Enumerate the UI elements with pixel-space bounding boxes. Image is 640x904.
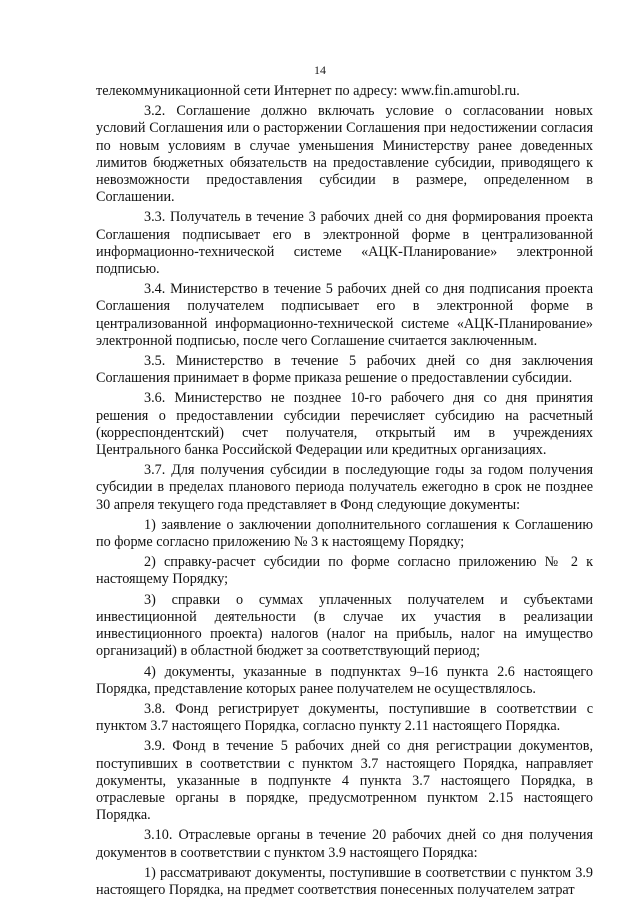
list-item-3-7-1: 1) заявление о заключении дополнительного соглашения к Соглашению по форме согласно приложению № 3 к настоящему Порядку; <box>96 516 593 551</box>
list-item-3-7-3: 3) справки о суммах уплаченных получателем и субъектами инвестиционной деятельности (в случае их участия в реализации инвестиционного проекта) налогов (налог на прибыль, налог на имущество организаций) в областной бюджет за соответствующий период; <box>96 591 593 660</box>
list-item-3-7-2: 2) справку-расчет субсидии по форме согласно приложению № 2 к настоящему Порядку; <box>96 554 593 588</box>
paragraph-3-3: 3.3. Получатель в течение 3 рабочих дней со дня формирования проекта Соглашения подписывает его в электронной форме в централизованной информационно-технической системе «АЦК-Планирование» электронной подписью. <box>96 209 593 278</box>
paragraph-3-6: 3.6. Министерство не позднее 10-го рабочего дня со дня принятия решения о предоставлении субсидии перечисляет субсидию на расчетный (корреспондентский) счет получателя, открытый им в учреждениях Центрального банка Российской Федерации или кредитных организациях. <box>96 390 593 459</box>
paragraph-3-4: 3.4. Министерство в течение 5 рабочих дней со дня подписания проекта Соглашения получателем подписывает его в электронной форме в централизованной информационно-технической системе «АЦК-Планирование» электронной подписью, после чего Соглашение считается заключенным. <box>96 281 593 349</box>
page-number: 14 <box>314 63 326 77</box>
list-item-3-7-4: 4) документы, указанные в подпунктах 9–16 пункта 2.6 настоящего Порядка, представление которых ранее получателем не осуществлялось. <box>96 663 593 697</box>
paragraph-3-7: 3.7. Для получения субсидии в последующие годы за годом получения субсидии в пределах планового периода получатель ежегодно в срок не позднее 30 апреля текущего года представляет в Фонд следующие документы: <box>96 462 593 513</box>
paragraph-3-9: 3.9. Фонд в течение 5 рабочих дней со дня регистрации документов, поступивших в соответствии с пунктом 3.7 настоящего Порядка, направляет документы, указанные в подпункте 4 пункта 3.7 настоящего Порядка, в отраслевые органы в порядке, предусмотренном пунктом 2.15 настоящего Порядка. <box>96 738 593 824</box>
paragraph-continuation: телекоммуникационной сети Интернет по адресу: www.fin.amurobl.ru. <box>96 83 520 99</box>
document-body <box>96 83 593 902</box>
paragraph-3-10: 3.10. Отраслевые органы в течение 20 рабочих дней со дня получения документов в соответствии с пунктом 3.9 настоящего Порядка: <box>96 827 593 861</box>
paragraph-3-2: 3.2. Соглашение должно включать условие о согласовании новых условий Соглашения или о расторжении Соглашения при недостижении согласия по новым условиям в случае уменьшения Министерству ранее доведенных лимитов бюджетных обязательств на предоставление субсидии, приводящего к невозможности предоставления субсидии в размере, определенном в Соглашении. <box>96 103 593 206</box>
list-item-3-10-1: 1) рассматривают документы, поступившие в соответствии с пунктом 3.9 настоящего Порядка, на предмет соответствия понесенных получателем затрат <box>96 864 593 898</box>
paragraph-3-5: 3.5. Министерство в течение 5 рабочих дней со дня заключения Соглашения принимает в форме приказа решение о предоставлении субсидии. <box>96 353 593 387</box>
paragraph-3-8: 3.8. Фонд регистрирует документы, поступившие в соответствии с пунктом 3.7 настоящего Порядка, согласно пункту 2.11 настоящего Порядка. <box>96 700 593 735</box>
